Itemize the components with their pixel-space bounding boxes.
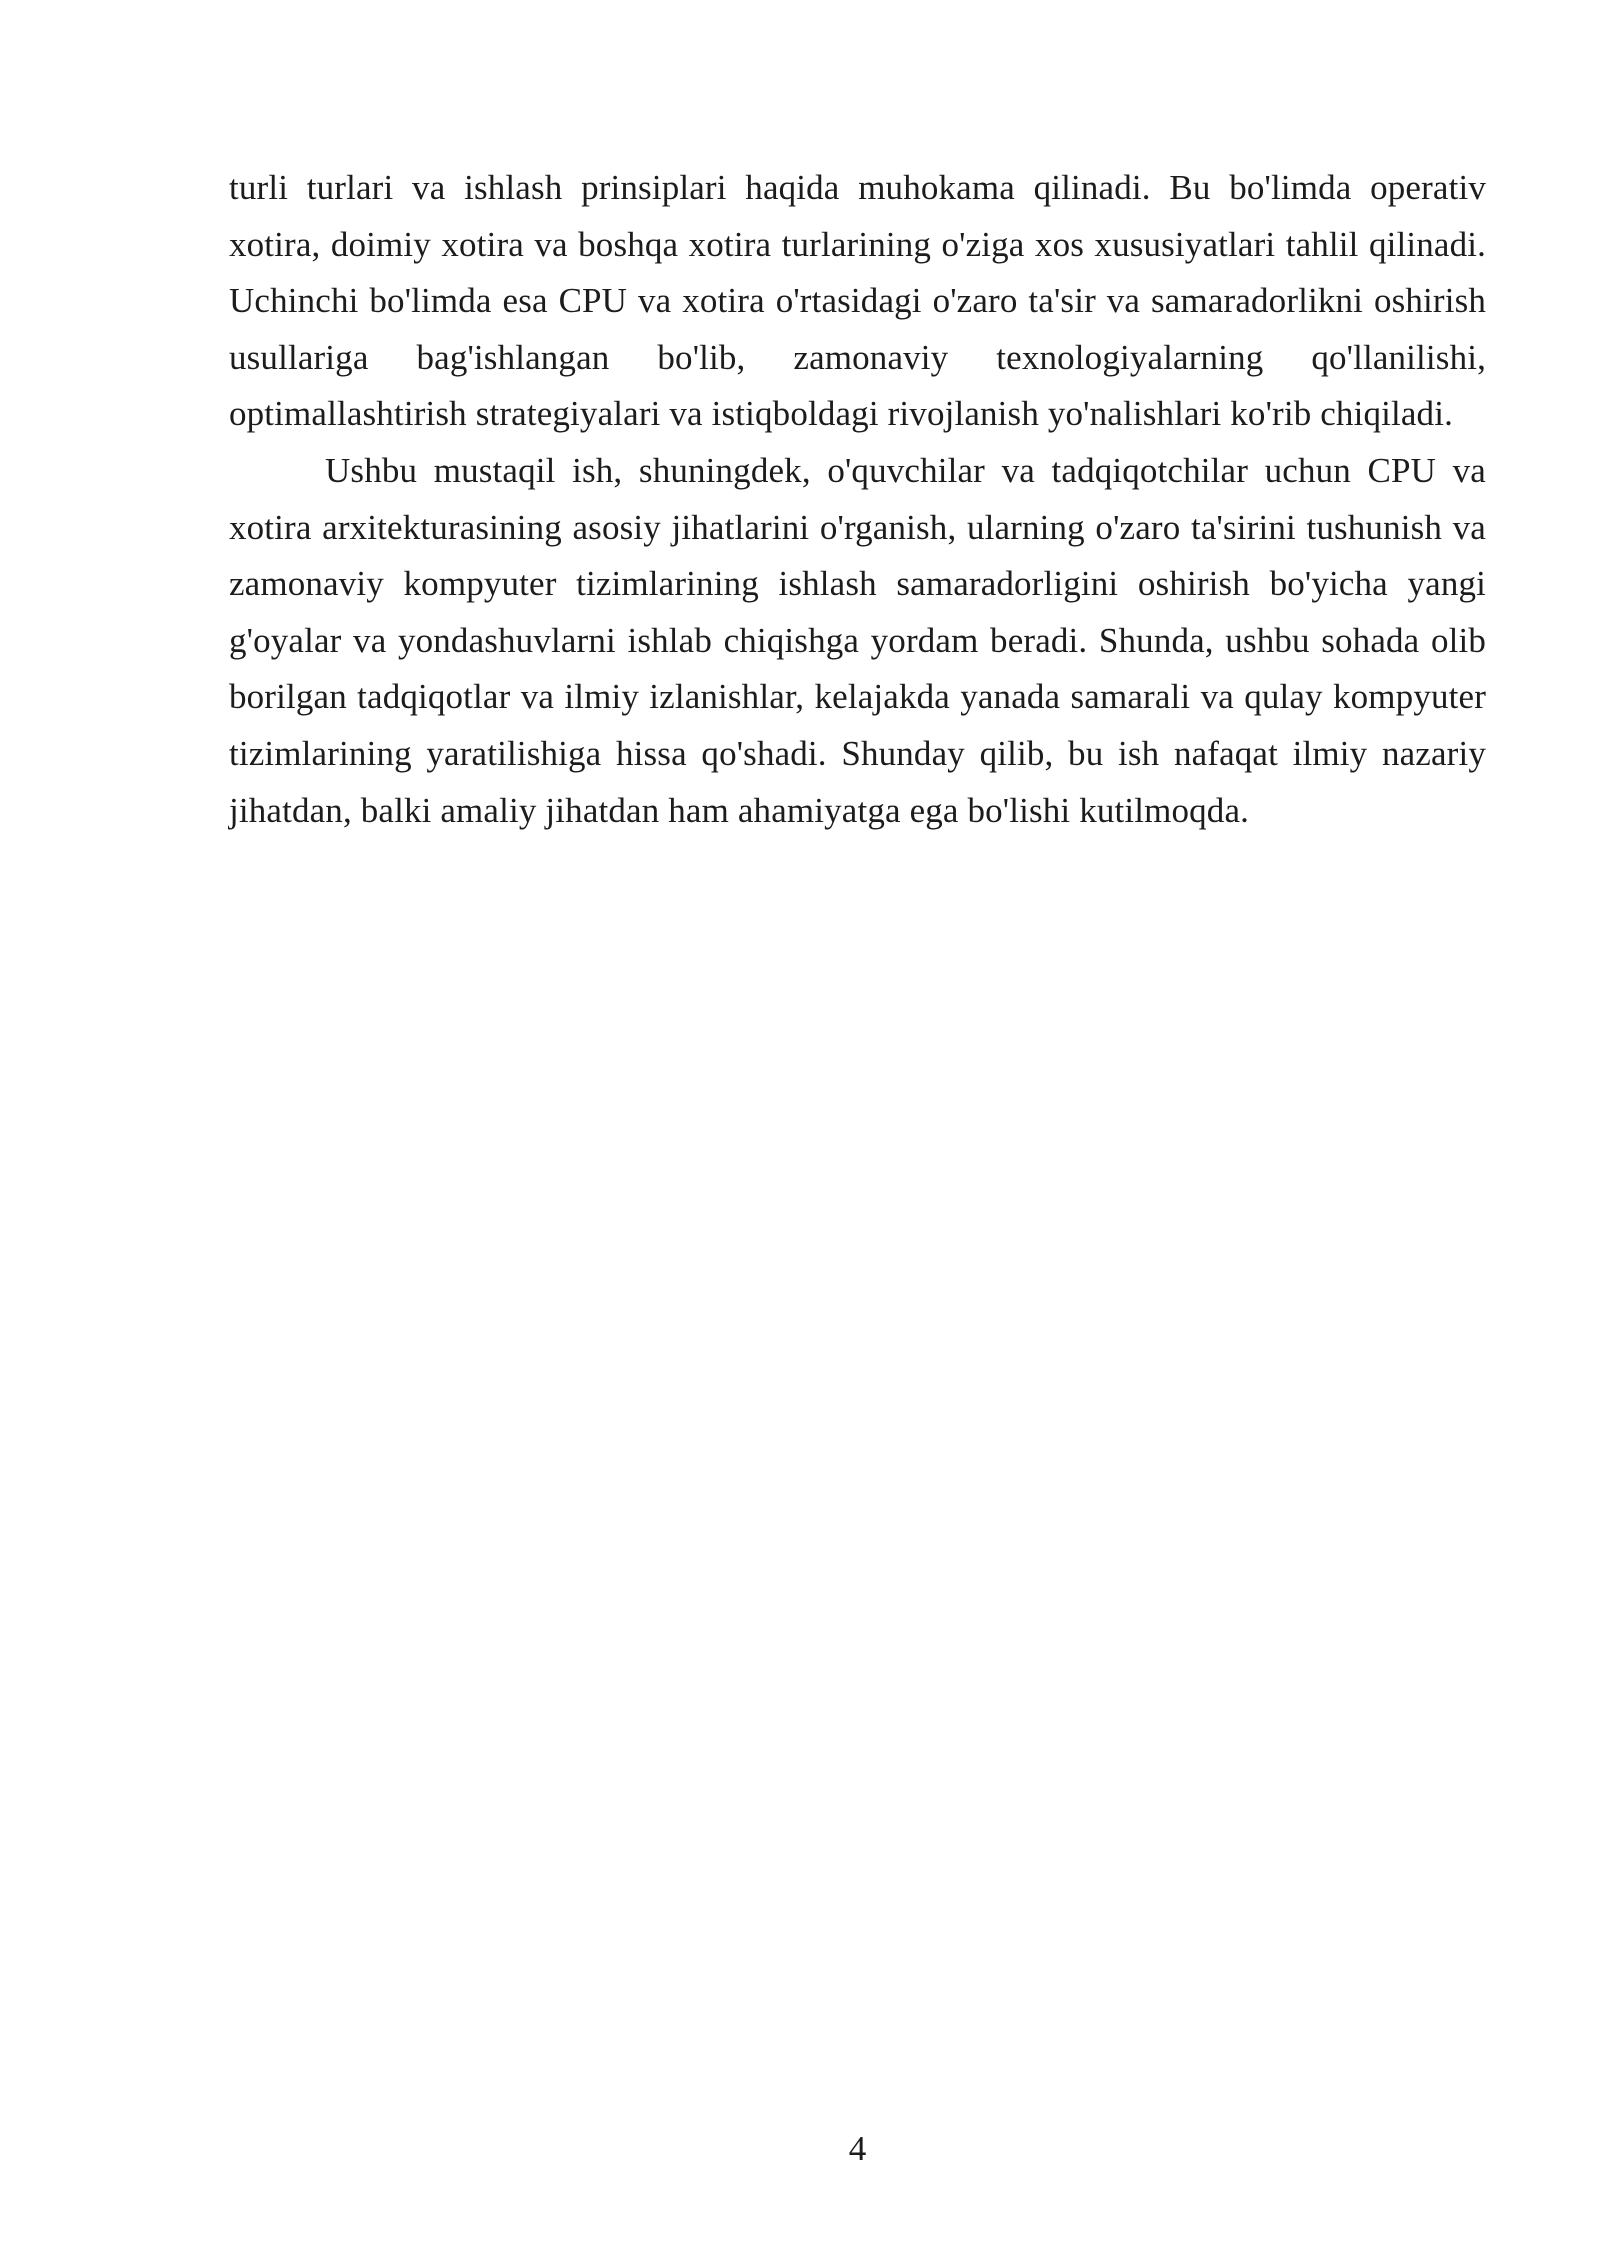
paragraph-ushbu-mustaqil-ish: Ushbu mustaqil ish, shuningdek, o'quvchilar va tadqiqotchilar uchun CPU va xotira arxitekturasining asosiy jihatlarini o'rganish, ularning o'zaro ta'sirini tushunish va zamonaviy kompyuter tizimlarining ishlash samaradorligini oshirish bo'yicha yangi g'oyalar va yondashuvlarni ishlab chiqishga yordam beradi. Shunda, ushbu sohada olib borilgan tadqiqotlar va ilmiy izlanishlar, kelajakda yanada samarali va qulay kompyuter tizimlarining yaratilishiga hissa qo'shadi. Shunday qilib, bu ish nafaqat ilmiy nazariy jihatdan, balki amaliy jihatdan ham ahamiyatga ega bo'lishi kutilmoqda. <box>229 450 1486 830</box>
page-number: 4 <box>848 2129 867 2168</box>
body-text <box>229 160 1486 839</box>
paragraph-continued: turli turlari va ishlash prinsiplari haqida muhokama qilinadi. Bu bo'limda operativ xotira, doimiy xotira va boshqa xotira turlarining o'ziga xos xususiyatlari tahlil qilinadi. Uchinchi bo'limda esa CPU va xotira o'rtasidagi o'zaro ta'sir va samaradorlikni oshirish usullariga bag'ishlangan bo'lib, zamonaviy texnologiyalarning qo'llanilishi, optimallashtirish strategiyalari va istiqboldagi rivojlanish yo'nalishlari ko'rib chiqiladi. <box>229 168 1486 434</box>
